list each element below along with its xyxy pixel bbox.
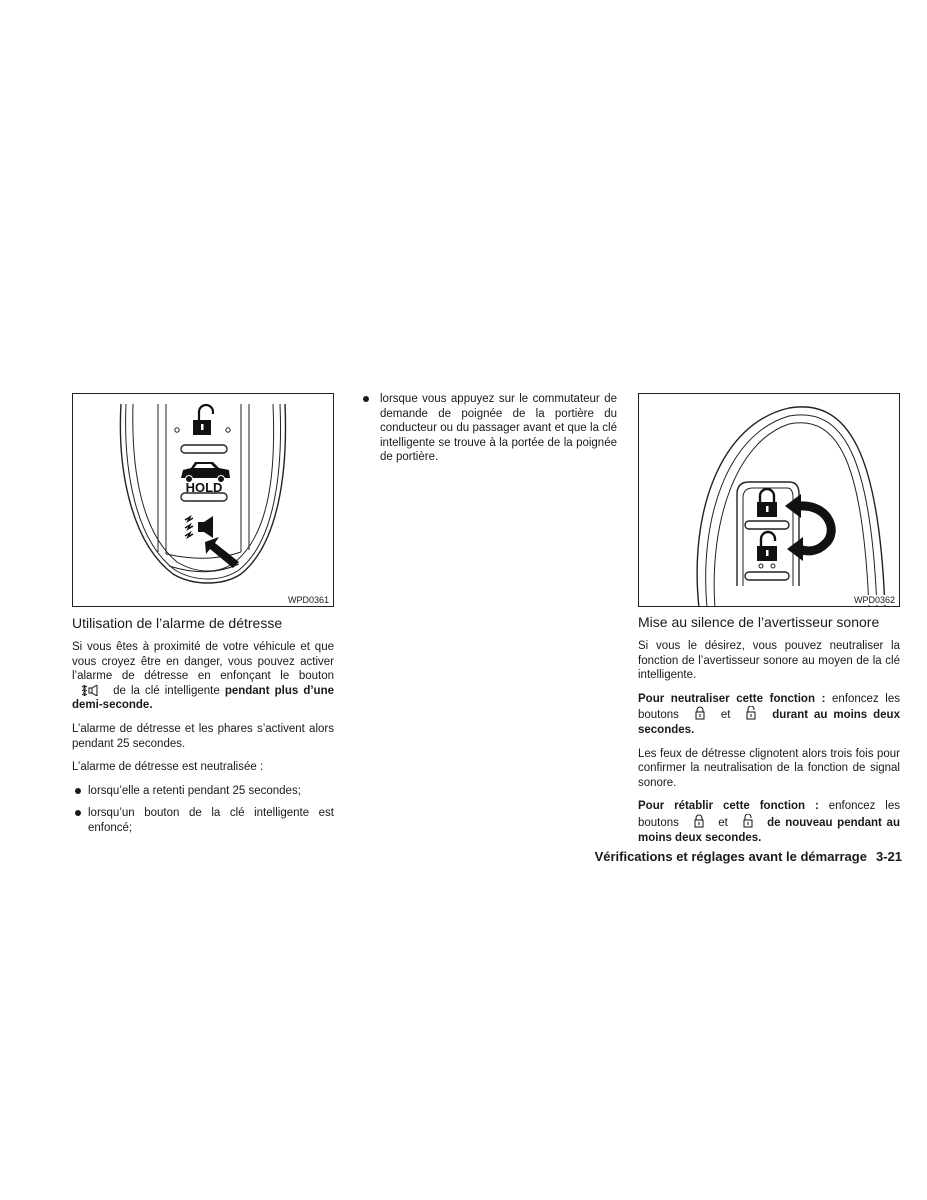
paragraph	[638, 692, 900, 738]
panic-alarm-icon	[82, 685, 98, 696]
list-item: lorsqu’un bouton de la clé intelligente est enfoncé;	[72, 806, 334, 835]
bullet-list	[72, 784, 334, 836]
paragraph: L’alarme de détresse et les phares s’activent alors pendant 25 secondes.	[72, 722, 334, 750]
bold-text: de nouveau pendant au moins deux secondes.	[638, 816, 900, 844]
text: de la clé intelligente	[113, 684, 220, 697]
key-fob-illustration	[639, 394, 900, 607]
paragraph	[72, 640, 334, 713]
bold-text: Pour rétablir cette fonction :	[638, 800, 819, 813]
figure-code: WPD0361	[287, 595, 329, 605]
left-column	[72, 393, 334, 844]
figure-code: WPD0362	[853, 595, 895, 605]
paragraph	[638, 799, 900, 845]
section-title: Mise au silence de l’avertisseur sonore	[638, 614, 880, 630]
text: et	[718, 816, 728, 829]
paragraph: Si vous le désirez, vous pouvez neutraliser la fonction de l’avertisseur sonore au moyen de la clé intelligente.	[638, 640, 900, 682]
lock-icon	[757, 489, 777, 517]
unlock-icon	[746, 706, 756, 720]
text: enfoncez les boutons	[638, 800, 900, 829]
bold-text: durant au moins deux secondes.	[638, 709, 900, 736]
bold-text: pendant plus d’une demi-seconde.	[72, 684, 334, 712]
middle-column	[361, 392, 617, 473]
page-footer	[560, 849, 902, 864]
footer-section-title: Vérifications et réglages avant le démarrage	[594, 849, 867, 864]
list-item: lorsqu’elle a retenti pendant 25 secondes;	[72, 784, 334, 799]
unlock-icon	[193, 405, 213, 435]
lock-icon	[695, 706, 705, 720]
key-fob-illustration	[73, 394, 334, 607]
lock-icon	[694, 814, 704, 828]
page-number: 3-21	[875, 849, 902, 864]
paragraph: L’alarme de détresse est neutralisée :	[72, 761, 264, 774]
text: enfoncez les boutons	[638, 692, 901, 722]
text: Si vous êtes à proximité de votre véhicule et que vous croyez être en danger, vous pouvez activer l’alarme de détresse en enfonçant le bouton	[72, 641, 334, 683]
figure-key-fob-silence	[638, 393, 900, 607]
section-title: Utilisation de l’alarme de détresse	[72, 615, 283, 631]
bullet-list	[361, 392, 617, 465]
panic-alarm-icon	[185, 516, 213, 538]
paragraph: Les feux de détresse clignotent alors trois fois pour confirmer la neutralisation de la fonction de signal sonore.	[638, 747, 900, 789]
unlock-icon	[757, 532, 777, 561]
hold-label: HOLD	[185, 480, 223, 495]
bold-text: Pour neutraliser cette fonction :	[638, 692, 826, 705]
unlock-icon	[743, 814, 753, 828]
right-column	[638, 393, 900, 854]
text: et	[720, 709, 731, 722]
rotate-arrow-icon	[785, 494, 831, 561]
arrow-icon	[205, 537, 239, 568]
figure-key-fob-panic	[72, 393, 334, 607]
list-item: lorsque vous appuyez sur le commutateur de demande de poignée de la portière du conducteur ou du passager avant et que la clé intelligente se trouve à la portée de la poignée de portière.	[361, 392, 617, 465]
